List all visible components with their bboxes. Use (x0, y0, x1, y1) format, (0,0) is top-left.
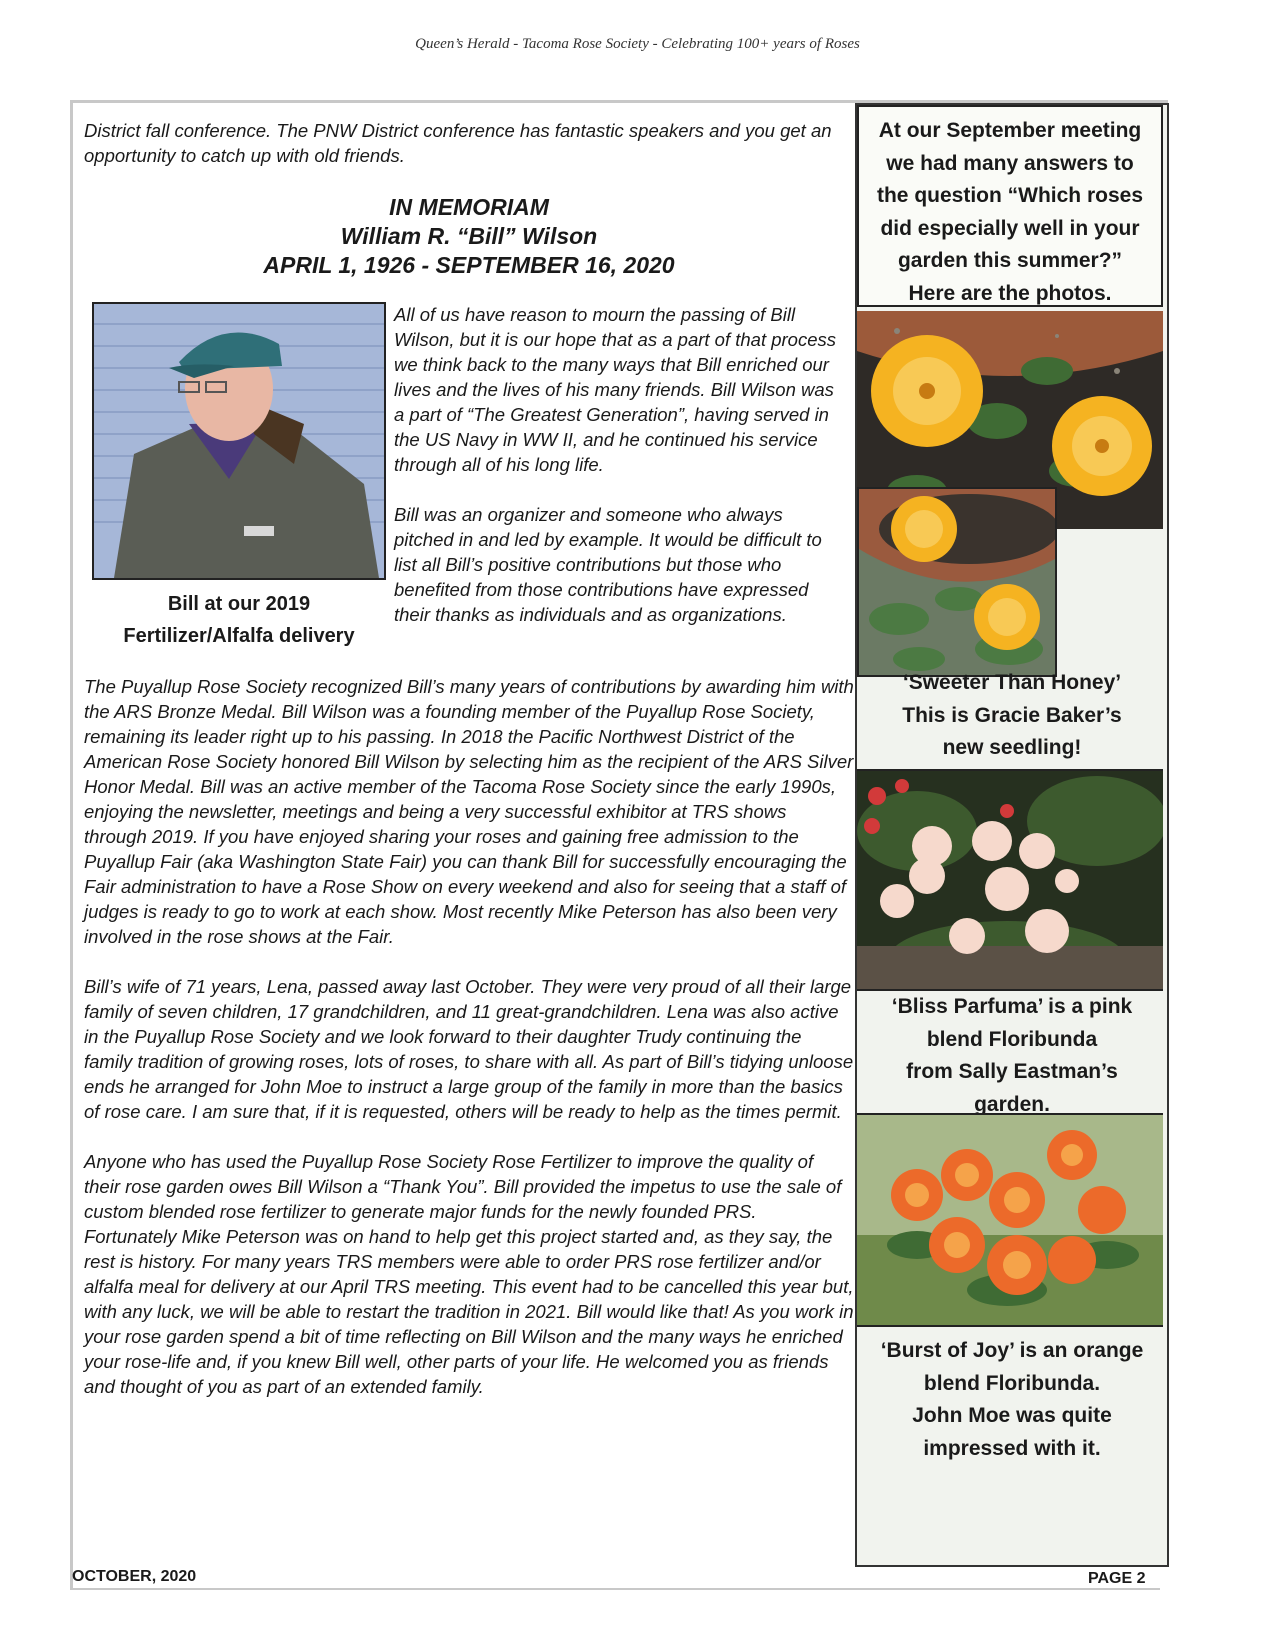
photo-column (84, 302, 394, 652)
memoriam-name: William R. “Bill” Wilson (340, 223, 598, 249)
caption3-line3: John Moe was quite (912, 1404, 1112, 1427)
caption3-line2: blend Floribunda. (923, 1371, 1101, 1395)
sidebar-intro-line4: did especially well in your (880, 216, 1140, 240)
bill-wilson-photo (92, 302, 386, 580)
caption3-line1: ‘Burst of Joy’ is an orange (880, 1339, 1144, 1362)
sidebar-intro-line5: garden this summer?” (897, 249, 1123, 272)
paragraph-family: Bill’s wife of 71 years, Lena, passed away last October. They were very proud of all their large family of seven children, 17 grandchildren, and 11 great-grandchildren. Lena was also active in the Puyallup Rose Society and we look forward to their daughter Trudy continuing the family tradition of growing roses, lots of roses, to share with all. As part of Bill’s tidying unloose ends he arranged for John Moe to instruct a large group of the family in more than the basics of rose care. I am sure that, if it is requested, others will be ready to help as the times permit. (84, 976, 854, 1122)
memoriam-title: IN MEMORIAM (389, 194, 549, 220)
bio-paragraph-2: Bill was an organizer and someone who always pitched in and led by example. It would be difficult to list all Bill’s positive contributions but those who benefited from those contributions have expressed their thanks as individuals and as organizations. (394, 504, 822, 625)
newsletter-header: Queen’s Herald - Tacoma Rose Society - Celebrating 100+ years of Roses (415, 36, 860, 52)
bio-text (394, 302, 844, 652)
sweeter-than-honey-photo-2 (857, 487, 1057, 677)
paragraph-fertilizer: Anyone who has used the Puyallup Rose Society Rose Fertilizer to improve the quality of their rose garden owes Bill Wilson a “Thank You”. Bill provided the impetus to use the sale of custom blended rose fertilizer to generate major funds for the newly founded PRS. Fortunately Mike Peterson was on hand to help get this project started and, as they say, the rest is history. For many years TRS members were able to order PRS rose fertilizer and/or alfalfa meal for delivery at our April TRS meeting. This event had to be cancelled this year but, with any luck, we will be able to restart the tradition in 2021. Bill would like that! As you work in your rose garden spend a bit of time reflecting on Bill Wilson and the many ways he enriched your rose-life and, if you knew Bill well, other parts of your life. He welcomed you as friends and thought of you as part of an extended family. (84, 1151, 854, 1397)
footer-date: OCTOBER, 2020 (72, 1568, 197, 1585)
memoriam-heading (84, 193, 854, 280)
caption2-line1: ‘Bliss Parfuma’ is a pink (891, 995, 1133, 1018)
bliss-parfuma-photo (857, 769, 1163, 991)
caption-bliss-parfuma (857, 991, 1167, 1121)
sidebar-intro-line1: At our September meeting (878, 119, 1142, 142)
burst-of-joy-photo (857, 1113, 1163, 1327)
caption-sweeter-than-honey (857, 667, 1167, 765)
bio-section (84, 302, 854, 652)
photo-caption-line2: Fertilizer/Alfalfa delivery (123, 625, 355, 647)
memoriam-dates: APRIL 1, 1926 - SEPTEMBER 16, 2020 (263, 252, 675, 278)
intro-paragraph: District fall conference. The PNW District conference has fantastic speakers and you get an opportunity to catch up with old friends. (84, 120, 832, 166)
sidebar-rose-photos (855, 103, 1169, 1567)
photo-caption (84, 588, 394, 652)
sidebar-intro-line2: we had many answers to (886, 151, 1134, 175)
caption1-line3: new seedling! (942, 736, 1082, 759)
sidebar-intro-line6: Here are the photos. (908, 281, 1112, 305)
caption1-line1: ‘Sweeter Than Honey’ (902, 671, 1122, 694)
caption-burst-of-joy (857, 1335, 1167, 1465)
bio-paragraph-1: All of us have reason to mourn the passing of Bill Wilson, but it is our hope that as a part of that process we think back to the many ways that Bill enriched our lives and the lives of his many friends. Bill Wilson was a part of “The Greatest Generation”, having served in the US Navy in WW II, and he continued his service through all of his long life. (394, 304, 837, 475)
caption2-line4: garden. (974, 1092, 1050, 1116)
frame-bottom-border (70, 1588, 1160, 1590)
caption3-line4: impressed with it. (923, 1436, 1101, 1460)
frame-left-border (70, 100, 73, 1590)
caption2-line2: blend Floribunda (926, 1027, 1098, 1051)
photo-caption-line1: Bill at our 2019 (167, 593, 311, 615)
caption1-line2: This is Gracie Baker’s (902, 703, 1122, 727)
sidebar-intro (857, 105, 1163, 307)
sidebar-intro-line3: the question “Which roses (876, 184, 1144, 207)
main-article (84, 118, 854, 1424)
footer-page-number: PAGE 2 (1088, 1570, 1146, 1587)
caption2-line3: from Sally Eastman’s (906, 1060, 1118, 1083)
paragraph-awards: The Puyallup Rose Society recognized Bill’s many years of contributions by awarding him with the ARS Bronze Medal. Bill Wilson was a founding member of the Puyallup Rose Society, remaining its leader right up to his passing. In 2018 the Pacific Northwest District of the American Rose Society honored Bill Wilson by selecting him as the recipient of the ARS Silver Honor Medal. Bill was an active member of the Tacoma Rose Society since the early 1990s, enjoying the newsletter, meetings and being a very successful exhibitor at TRS shows through 2019. If you have enjoyed sharing your roses and gaining free admission to the Puyallup Fair (aka Washington State Fair) you can thank Bill for successfully encouraging the Fair administration to have a Rose Show on every weekend and also for seeing that a staff of judges is ready to go to work at each show. Most recently Mike Peterson has also been very involved in the rose shows at the Fair. (84, 676, 854, 947)
